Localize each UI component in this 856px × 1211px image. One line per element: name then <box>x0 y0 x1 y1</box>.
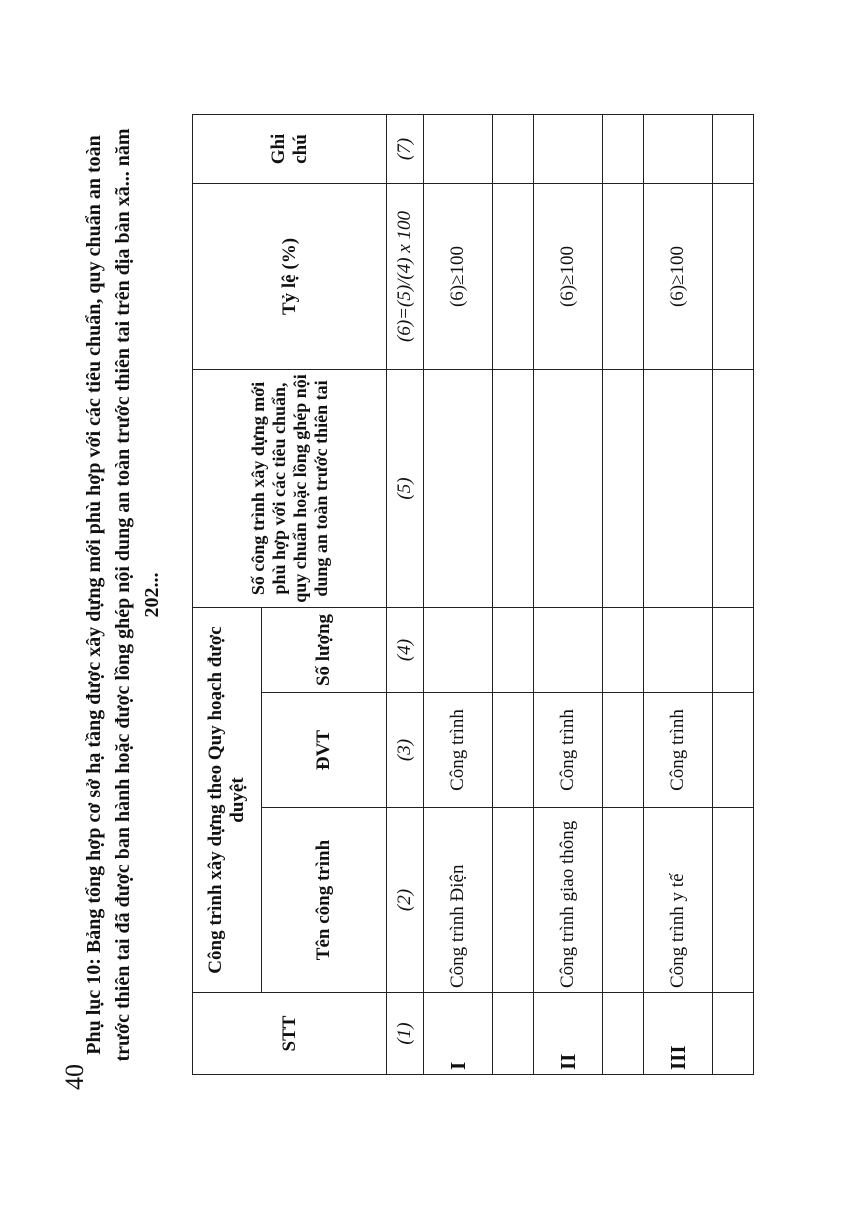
num-cell: (3) <box>387 693 424 808</box>
row-stt: I <box>424 993 493 1075</box>
row-ratio: (6)≥100 <box>534 183 603 369</box>
num-cell: (7) <box>387 114 424 183</box>
table-row <box>424 114 493 1074</box>
page-number: 40 <box>60 1064 89 1090</box>
row-stt: II <box>534 993 603 1075</box>
header-stt: STT <box>193 993 387 1075</box>
row-compliant <box>424 369 493 607</box>
table-row <box>493 114 534 1074</box>
row-note <box>644 114 713 183</box>
appendix-title: Phụ lục 10: Bảng tổng hợp cơ sở hạ tầng được xây dựng mới phù hợp với các tiêu chuẩn, quy chuẩn an toàn trước thiên tai đã được ban hành hoặc được lồng ghép nội dung an toàn trước thiên tai trên địa bàn xã... năm 202... <box>83 128 163 1062</box>
num-cell: (5) <box>387 369 424 607</box>
row-stt: III <box>644 993 713 1075</box>
table-row <box>603 114 644 1074</box>
row-unit: Công trình <box>644 693 713 808</box>
row-ratio: (6)≥100 <box>424 183 493 369</box>
header-row-1 <box>193 114 262 1074</box>
row-name: Công trình Điện <box>424 808 493 993</box>
table-row <box>644 114 713 1074</box>
row-compliant <box>534 369 603 607</box>
row-name: Công trình y tế <box>644 808 713 993</box>
header-qty: Số lượng <box>262 607 387 692</box>
row-qty <box>424 607 493 692</box>
summary-table <box>192 114 754 1075</box>
num-cell: (2) <box>387 808 424 993</box>
row-ratio: (6)≥100 <box>644 183 713 369</box>
header-ratio: Tỷ lệ (%) <box>193 183 387 369</box>
num-cell: (4) <box>387 607 424 692</box>
row-note <box>424 114 493 183</box>
table-row <box>713 114 754 1074</box>
num-cell: (6)=(5)/(4) x 100 <box>387 183 424 369</box>
num-cell: (1) <box>387 993 424 1075</box>
row-qty <box>644 607 713 692</box>
row-compliant <box>644 369 713 607</box>
header-name: Tên công trình <box>262 808 387 993</box>
row-qty <box>534 607 603 692</box>
row-note <box>534 114 603 183</box>
header-note: Ghi chú <box>193 114 387 183</box>
header-unit: ĐVT <box>262 693 387 808</box>
header-group: Công trình xây dựng theo Quy hoạch được duyệt <box>193 607 262 992</box>
header-compliant: Số công trình xây dựng mới phù hợp với các tiêu chuẩn, quy chuẩn hoặc lồng ghép nội dung an toàn trước thiên tai <box>193 369 387 607</box>
row-unit: Công trình <box>424 693 493 808</box>
table-row <box>534 114 603 1074</box>
row-name: Công trình giao thông <box>534 808 603 993</box>
row-unit: Công trình <box>534 693 603 808</box>
numbering-row <box>387 114 424 1074</box>
rotated-page-content <box>80 115 840 1075</box>
